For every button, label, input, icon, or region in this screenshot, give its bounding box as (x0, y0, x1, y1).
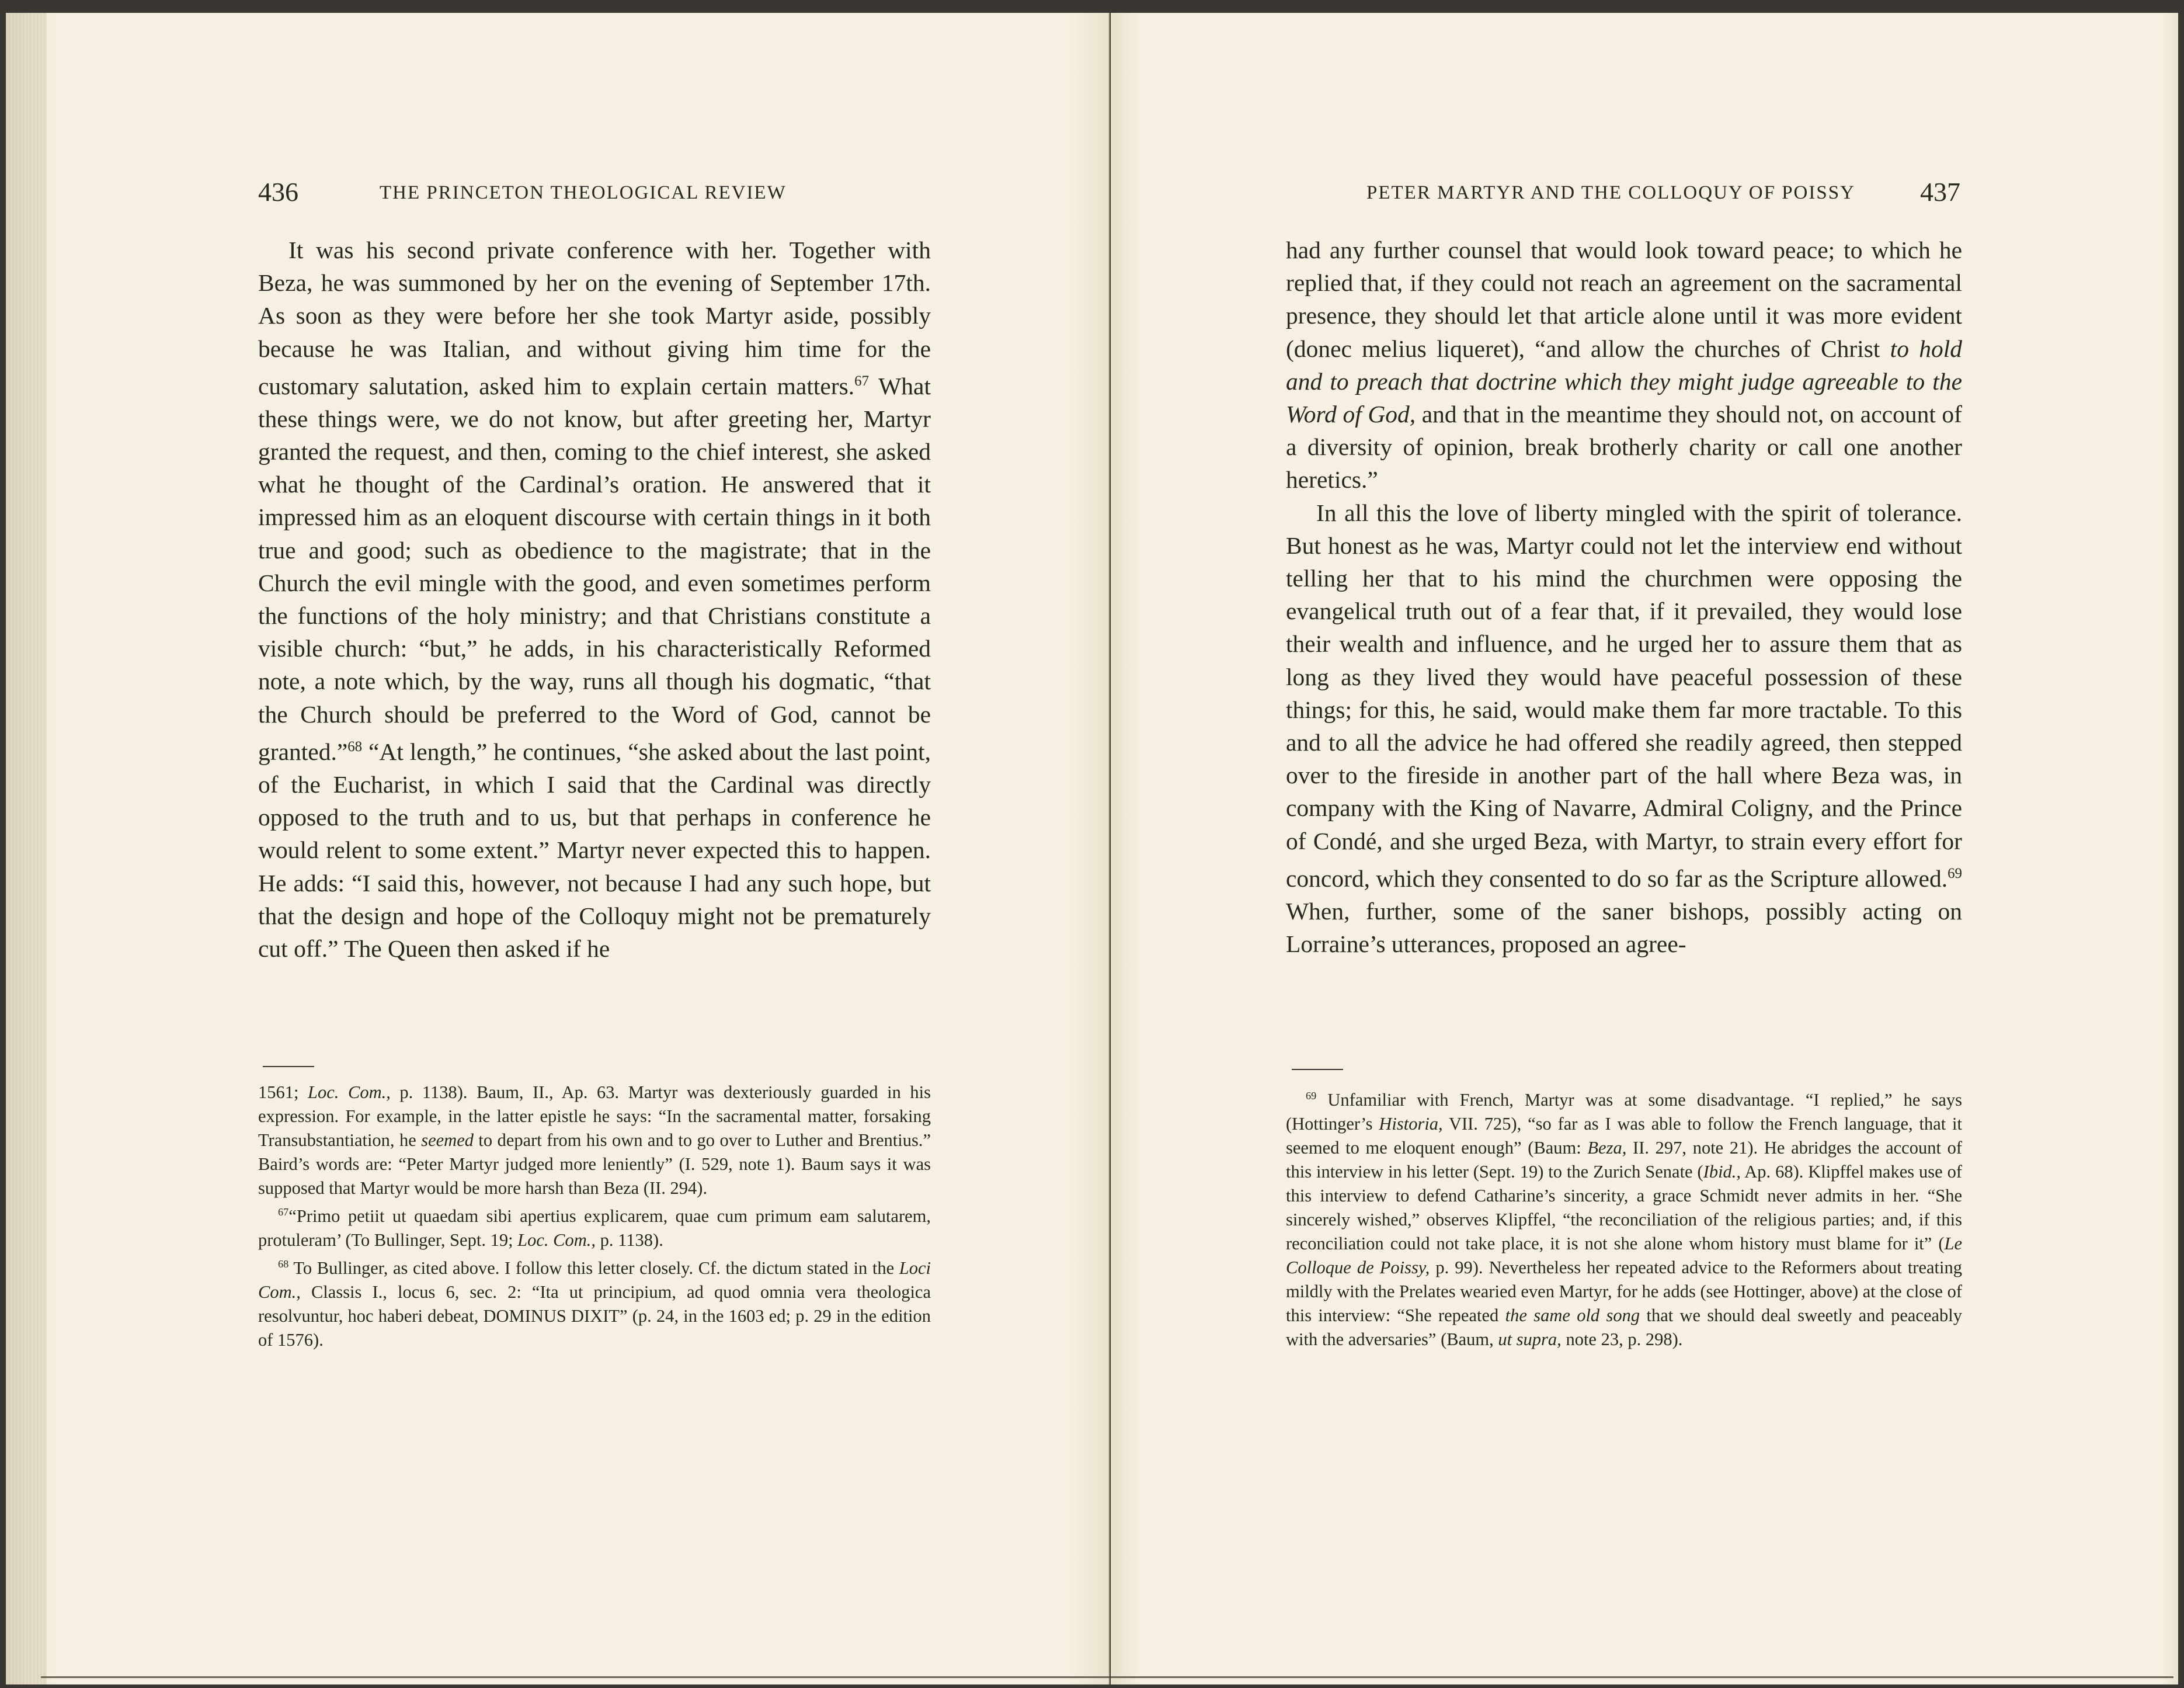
footnote-67: $^{67}$“Primo petiit ut quaedam sibi apertius explicarem, quae cum primum eam salutarem, protuleram’ (To Bullinger, Sept. 19; Loc. Com., p. 1138). (258, 1206, 931, 1251)
italic-text: Ibid., (1703, 1162, 1741, 1182)
right-body-paragraph-1: had any further counsel that would look toward peace; to which he replied that, if they could not reach an agreement on the sacramental presence, they should let that article alone until it was more evident (donec melius liqueret), “and allow the churches of Christ to hold and to preach that doctrine which they might judge agreeable to the Word of God, and that in the meantime they should not, on account of a diversity of opinion, break brotherly charity or call one another heretics.” (1286, 237, 1962, 494)
italic-text: Beza, (1587, 1138, 1627, 1158)
italic-text: ut supra, (1498, 1329, 1562, 1350)
italic-text: the same old song (1505, 1305, 1640, 1326)
book-spread (0, 13, 2184, 1688)
footnote-68: $^{68}$ To Bullinger, as cited above. I follow this letter closely. Cf. the dictum stated in the Loci Com., Classis I., locus 6, sec. 2: “Ita ut principium, ad quod omnia vera theologica resolvuntur, hoc haberi debeat, DOMINUS DIXIT” (p. 24, in the 1603 ed; p. 29 in the edition of 1576). (258, 1258, 931, 1350)
footnote-marker: 67 (854, 373, 870, 389)
footnote-69: $^{69}$ Unfamiliar with French, Martyr was at some disadvantage. “I replied,” he says (Hottinger’s Historia, VII. 725), “so far as I was able to follow the French language, that it seemed to me eloquent enough” (Baum: Beza, II. 297, note 21). He abridges the account of this interview in his letter (Sept. 19) to the Zurich Senate (Ibid., Ap. 68). Klipffel makes use of this interview to defend Catharine’s sincerity, a grace Schmidt never admits in her. “She sincerely wished,” observes Klipffel, “the reconciliation of the religious parties; and, if this reconciliation could not take place, it is not she alone whom history must blame for it” (Le Colloque de Poissy, p. 99). Nevertheless her repeated advice to the Reformers about treating mildly with the Prelates wearied even Martyr, for he adds (see Hottinger, above) at the close of this interview: “She repeated the same old song that we should deal sweetly and peaceably with the adversaries” (Baum, ut supra, note 23, p. 298). (1286, 1090, 1963, 1350)
right-body-paragraph-2: In all this the love of liberty mingled with the spirit of tolerance. But honest as he was, Martyr could not let the interview end without telling her that to his mind the churchmen were opposing the evangelical truth out of a fear that, if it prevailed, they would lose their wealth and influence, and he urged her to assure them that as long as they lived they would have peaceful possession of these things; for this, he said, would make them far more tractable. To this and to all the advice he had offered she readily agreed, then stepped over to the fireside in another part of the hall where Beza was, in company with the King of Navarre, Admiral Coligny, and the Prince of Condé, and she urged Beza, with Martyr, to strain every effort for concord, which they consented to do so far as the Scripture allowed.$^{69}$ When, further, some of the saner bishops, possibly acting on Lorraine’s utterances, proposed an agree- (1286, 499, 1962, 958)
italic-text: Loc. Com., (308, 1082, 391, 1102)
page-number-right: 437 (1920, 177, 1960, 207)
left-body-text (258, 234, 931, 965)
page-edge-stack (6, 13, 47, 1684)
left-body-paragraph: It was his second private conference with her. Together with Beza, he was summoned by her on the evening of September 17th. As soon as they were before her she took Martyr aside, possibly because he was Italian, and without giving him time for the customary salutation, asked him to explain certain matters.$^{67}$ What these things were, we do not know, but after greeting her, Martyr granted the request, and then, coming to the chief interest, she asked what he thought of the Cardinal’s oration. He answered that it impressed him as an eloquent discourse with certain things in it both true and good; such as obedience to the magistrate; that in the Church the evil mingle with the good, and even sometimes perform the functions of the holy ministry; and that Christians constitute a visible church: “but,” he adds, in his characteristically Reformed note, a note which, by the way, runs all though his dogmatic, “that the Church should be preferred to the Word of God, cannot be granted.”$^{68}$ “At length,” he continues, “she asked about the last point, of the Eucharist, in which I said that the Cardinal was directly opposed to the truth and to us, but that perhaps in conference he would relent to some extent.” Martyr never expected this to happen. He adds: “I said this, however, not because I had any such hope, but that the design and hope of the Colloquy might not be prematurely cut off.” The Queen then asked if he (258, 237, 931, 962)
running-head-left: THE PRINCETON THEOLOGICAL REVIEW (380, 182, 787, 203)
footnote-rule-right (1292, 1069, 1343, 1070)
footnote-marker: 68 (278, 1258, 289, 1270)
left-footnotes (258, 1081, 931, 1352)
right-footnotes (1286, 1084, 1962, 1352)
running-head-right: PETER MARTYR AND THE COLLOQUY OF POISSY (1366, 182, 1855, 203)
page-bottom-edge-right (1111, 1676, 2173, 1678)
footnote-marker: 69 (1947, 865, 1962, 881)
footnote-marker: 68 (347, 738, 363, 755)
footnote-continued: 1561; Loc. Com., p. 1138). Baum, II., Ap. 63. Martyr was dexteriously guarded in his expression. For example, in the latter epistle he says: “In the sacramental matter, forsaking Transubstantiation, he seemed to depart from his own and to go over to Luther and Brentius.” Baird’s words are: “Peter Martyr judged more leniently” (I. 529, note 1). Baum says it was supposed that Martyr would be more harsh than Beza (II. 294). (258, 1082, 931, 1198)
page-number-left: 436 (258, 177, 298, 207)
italic-text: Le Colloque de Poissy, (1286, 1234, 1962, 1278)
page-bottom-edge-left (41, 1676, 1110, 1678)
italic-text: seemed (421, 1130, 474, 1150)
right-page (1111, 13, 2178, 1684)
footnote-marker: 67 (278, 1206, 289, 1218)
footnote-rule-left (263, 1066, 314, 1067)
italic-text: to hold and to preach that doctrine which they might judge agreeable to the Word of God, (1286, 335, 1962, 428)
footnote-marker: 69 (1306, 1090, 1317, 1102)
italic-text: Historia, (1379, 1114, 1443, 1134)
left-page (6, 13, 1110, 1684)
italic-text: Loci Com., (258, 1258, 931, 1303)
right-body-text (1286, 234, 1962, 960)
italic-text: Loc. Com., (517, 1230, 596, 1251)
